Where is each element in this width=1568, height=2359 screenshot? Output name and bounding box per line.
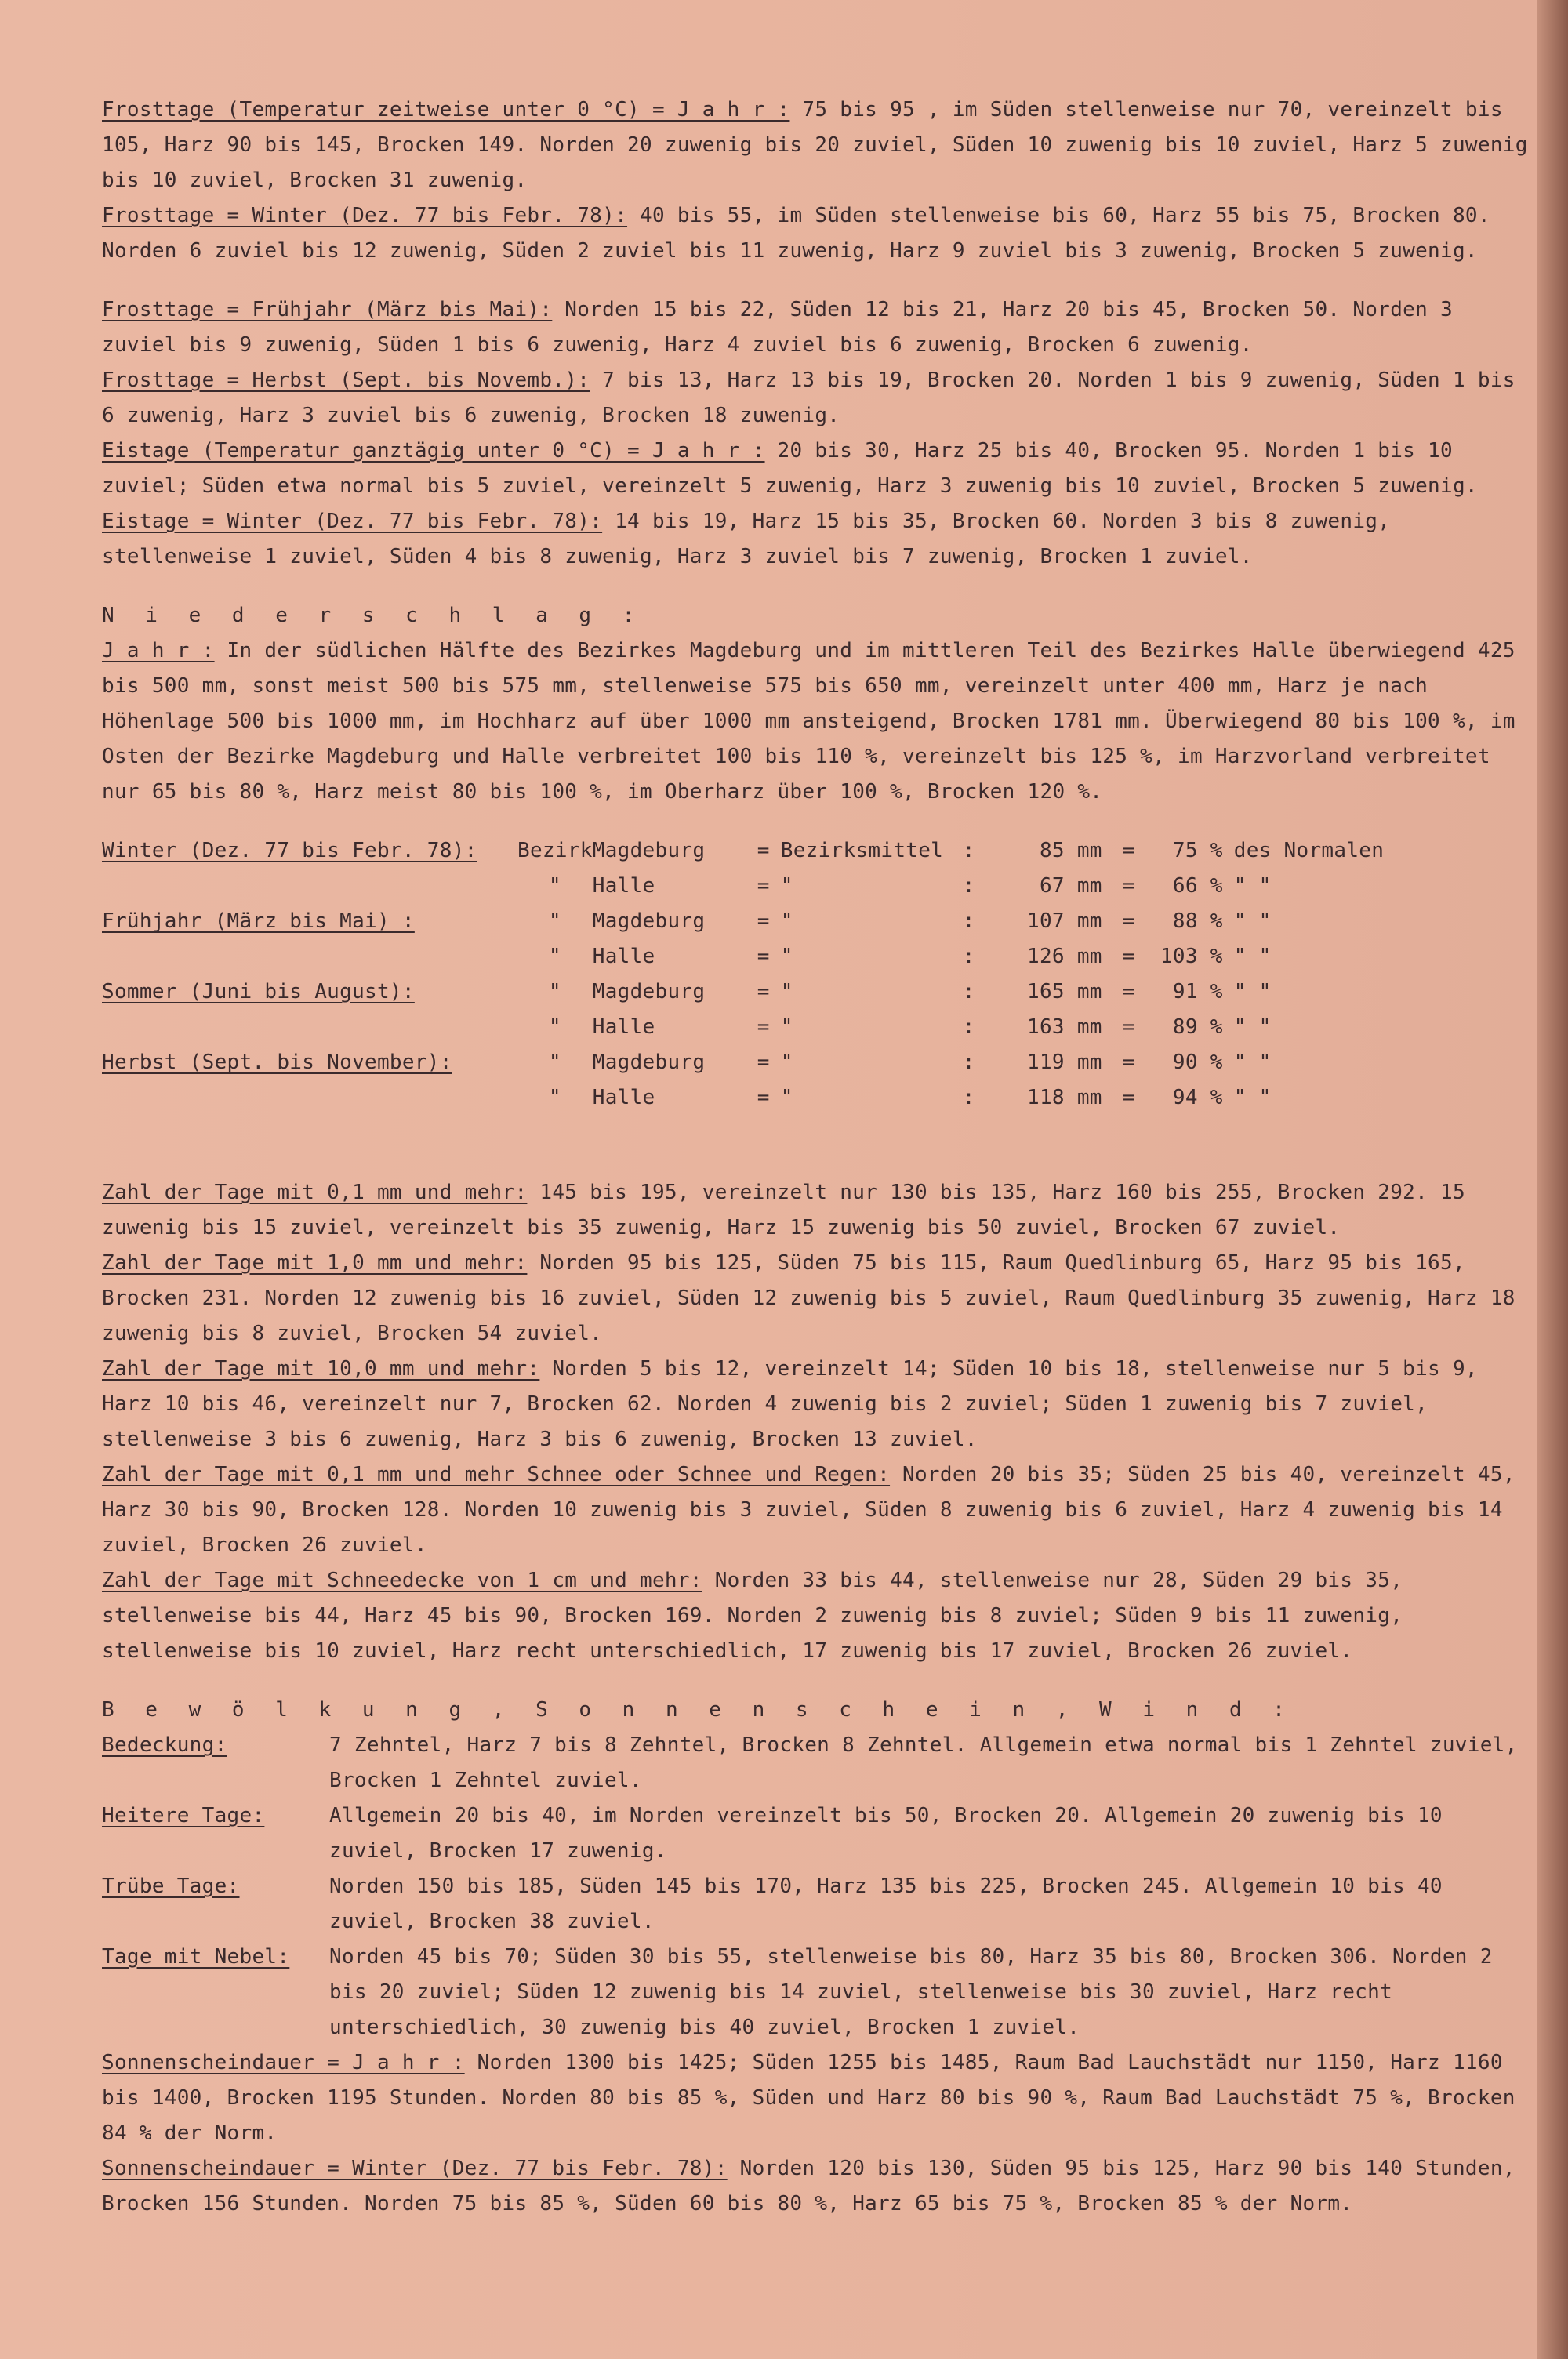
niederschlag-equals — [1113, 869, 1145, 904]
frost-fruehjahr — [102, 292, 1529, 363]
eis-jahr — [102, 434, 1529, 504]
niederschlag-row — [102, 1080, 1422, 1116]
niederschlag-season-text: Herbst (Sept. bis November): — [102, 1051, 452, 1074]
niederschlag-reference-text: " " — [1233, 1015, 1272, 1039]
niederschlag-bezirksmittel-text: " — [780, 1051, 793, 1074]
niederschlag-reference-text: " " — [1233, 945, 1272, 968]
niederschlag-reference — [1234, 1010, 1422, 1045]
niederschlag-reference — [1234, 833, 1422, 869]
document-body — [102, 93, 1529, 2222]
bewoelkung-value: Allgemein 20 bis 40, im Norden vereinzelt bis 50, Brocken 20. Allgemein 20 zuwenig bis 10 zuviel, Brocken 17 zuwenig. — [329, 1804, 1443, 1863]
niederschlag-bezirksmittel — [781, 869, 953, 904]
niederschlag-precip-mm — [985, 1010, 1113, 1045]
niederschlag-reference — [1234, 904, 1422, 939]
niederschlag-precip-percent — [1145, 869, 1234, 904]
niederschlag-season — [102, 1010, 517, 1045]
niederschlag-reference — [1234, 869, 1422, 904]
niederschlag-bezirk-text: " — [548, 945, 561, 968]
niederschlag-season-text: Sommer (Juni bis August): — [102, 980, 415, 1003]
bewoelkung-table — [102, 1728, 1529, 2045]
niederschlag-bezirk-name — [593, 1010, 746, 1045]
niederschlag-precip-mm — [985, 974, 1113, 1010]
tage-schneedecke-text: Norden 33 bis 44, stellenweise nur 28, Süden 29 bis 35, stellenweise bis 44, Harz 45 bis 90, Brocken 169. Norden 2 zuwenig bis 8 zuviel; Süden 9 bis 11 zuwenig, stellenweise bis 10 zuviel, Harz recht unterschiedlich, 17 zuwenig bis 17 zuviel, Brocken 26 zuviel. — [102, 1569, 1403, 1663]
niederschlag-row — [102, 1010, 1422, 1045]
niederschlag-bezirk — [517, 1080, 593, 1116]
niederschlag-precip-percent-text: 89 % — [1172, 1015, 1223, 1039]
niederschlag-bezirk — [517, 869, 593, 904]
niederschlag-table-body — [102, 833, 1422, 1116]
frost-winter-text: 40 bis 55, im Süden stellenweise bis 60, Harz 55 bis 75, Brocken 80. Norden 6 zuviel bis 12 zuwenig, Süden 2 zuviel bis 11 zuwenig, Harz 9 zuviel bis 3 zuwenig, Brocken 5 zuwenig. — [102, 204, 1490, 263]
sonne-winter — [102, 2151, 1529, 2222]
niederschlag-bezirk-text: " — [548, 1015, 561, 1039]
spacer — [102, 269, 1529, 292]
niederschlag-reference-text: " " — [1233, 1051, 1272, 1074]
bewoelkung-key-text: Bedeckung: — [102, 1733, 227, 1757]
niederschlag-bezirk-name-text: Magdeburg — [592, 839, 706, 862]
niederschlag-dash — [746, 904, 781, 939]
eis-winter-label: Eistage = Winter (Dez. 77 bis Febr. 78): — [102, 510, 603, 533]
sonne-winter-label: Sonnenscheindauer = Winter (Dez. 77 bis Febr. 78): — [102, 2157, 728, 2180]
niederschlag-season — [102, 833, 517, 869]
eis-jahr-label: Eistage (Temperatur ganztägig unter 0 °C) = J a h r : — [102, 439, 765, 463]
bewoelkung-heading: B e w ö l k u n g , S o n n e n s c h e i n , W i n d : — [102, 1698, 1294, 1722]
niederschlag-colon-text: : — [962, 909, 975, 933]
niederschlag-reference — [1234, 974, 1422, 1010]
niederschlag-colon — [953, 904, 985, 939]
niederschlag-dash — [746, 833, 781, 869]
niederschlag-precip-percent-text: 75 % — [1172, 839, 1223, 862]
niederschlag-bezirksmittel — [781, 833, 953, 869]
niederschlag-bezirk-name — [593, 1080, 746, 1116]
spacer — [102, 575, 1529, 598]
tage-01mm-text: 145 bis 195, vereinzelt nur 130 bis 135, Harz 160 bis 255, Brocken 292. 15 zuwenig bis 15 zuviel, vereinzelt bis 35 zuwenig, Harz 15 zuwenig bis 50 zuviel, Brocken 67 zuviel. — [102, 1181, 1465, 1239]
bewoelkung-row — [102, 1798, 1529, 1869]
niederschlag-bezirksmittel-text: " — [780, 874, 793, 898]
niederschlag-precip-mm-text: 126 mm — [1027, 945, 1102, 968]
tage-schnee-label: Zahl der Tage mit 0,1 mm und mehr Schnee oder Schnee und Regen: — [102, 1463, 891, 1486]
niederschlag-bezirk — [517, 974, 593, 1010]
niederschlag-row — [102, 939, 1422, 974]
bewoelkung-key — [102, 1798, 329, 1869]
niederschlag-colon-text: : — [962, 945, 975, 968]
niederschlag-colon — [953, 1045, 985, 1080]
niederschlag-bezirk-name-text: Halle — [592, 945, 655, 968]
niederschlag-season — [102, 1045, 517, 1080]
niederschlag-colon — [953, 1010, 985, 1045]
bewoelkung-value: Norden 150 bis 185, Süden 145 bis 170, Harz 135 bis 225, Brocken 245. Allgemein 10 bis 40 zuviel, Brocken 38 zuviel. — [329, 1874, 1443, 1933]
bewoelkung-row — [102, 1728, 1529, 1798]
niederschlag-jahr-label: J a h r : — [102, 639, 215, 662]
niederschlag-colon-text: : — [962, 874, 975, 898]
niederschlag-bezirksmittel — [781, 939, 953, 974]
niederschlag-row — [102, 904, 1422, 939]
niederschlag-precip-percent — [1145, 1080, 1234, 1116]
eis-jahr-text: 20 bis 30, Harz 25 bis 40, Brocken 95. Norden 1 bis 10 zuviel; Süden etwa normal bis 5 zuviel, vereinzelt 5 zuwenig, Harz 3 zuwenig bis 10 zuviel, Brocken 5 zuwenig. — [102, 439, 1478, 498]
niederschlag-season — [102, 939, 517, 974]
niederschlag-equals — [1113, 1080, 1145, 1116]
niederschlag-equals-text: = — [1122, 945, 1135, 968]
frost-jahr-label: Frosttage (Temperatur zeitweise unter 0 °C) = J a h r : — [102, 98, 790, 122]
niederschlag-equals-text: = — [1122, 1015, 1135, 1039]
niederschlag-precip-mm — [985, 869, 1113, 904]
niederschlag-equals — [1113, 974, 1145, 1010]
bewoelkung-value: Norden 45 bis 70; Süden 30 bis 55, stellenweise bis 80, Harz 35 bis 80, Brocken 306. Norden 2 bis 20 zuviel; Süden 12 zuwenig bis 14 zuviel, stellenweise bis 30 zuviel, Harz recht unterschiedlich, 30 zuwenig bis 40 zuviel, Brocken 1 zuviel. — [329, 1945, 1493, 2039]
niederschlag-bezirk-name — [593, 974, 746, 1010]
niederschlag-bezirk-text: " — [548, 1086, 561, 1109]
niederschlag-reference — [1234, 939, 1422, 974]
niederschlag-precip-mm-text: 119 mm — [1027, 1051, 1102, 1074]
niederschlag-bezirksmittel-text: " — [780, 1015, 793, 1039]
niederschlag-dash — [746, 1045, 781, 1080]
niederschlag-bezirk — [517, 939, 593, 974]
niederschlag-precip-mm — [985, 939, 1113, 974]
niederschlag-bezirksmittel-text: " — [780, 909, 793, 933]
niederschlag-bezirk-name — [593, 939, 746, 974]
niederschlag-row — [102, 1045, 1422, 1080]
niederschlag-dash-text: = — [757, 945, 770, 968]
niederschlag-precip-percent — [1145, 1010, 1234, 1045]
niederschlag-colon-text: : — [962, 1015, 975, 1039]
niederschlag-precip-mm-text: 85 mm — [1039, 839, 1102, 862]
niederschlag-bezirk — [517, 1010, 593, 1045]
niederschlag-equals — [1113, 833, 1145, 869]
niederschlag-precip-mm-text: 67 mm — [1039, 874, 1102, 898]
niederschlag-colon-text: : — [962, 1086, 975, 1109]
bewoelkung-key — [102, 1728, 329, 1798]
niederschlag-precip-mm-text: 118 mm — [1027, 1086, 1102, 1109]
niederschlag-bezirk-name-text: Halle — [592, 1015, 655, 1039]
niederschlag-reference — [1234, 1080, 1422, 1116]
frost-winter-label: Frosttage = Winter (Dez. 77 bis Febr. 78): — [102, 204, 628, 227]
niederschlag-precip-percent — [1145, 904, 1234, 939]
niederschlag-reference-text: " " — [1233, 909, 1272, 933]
niederschlag-bezirk-name — [593, 904, 746, 939]
niederschlag-precip-mm — [985, 1080, 1113, 1116]
niederschlag-colon — [953, 974, 985, 1010]
niederschlag-bezirksmittel — [781, 974, 953, 1010]
tage-10mm-label: Zahl der Tage mit 1,0 mm und mehr: — [102, 1251, 528, 1275]
bewoelkung-row — [102, 1940, 1529, 2045]
eis-winter-text: 14 bis 19, Harz 15 bis 35, Brocken 60. Norden 3 bis 8 zuwenig, stellenweise 1 zuviel, Süden 4 bis 8 zuwenig, Harz 3 zuviel bis 7 zuwenig, Brocken 1 zuviel. — [102, 510, 1391, 568]
niederschlag-equals-text: = — [1122, 909, 1135, 933]
niederschlag-bezirk — [517, 833, 593, 869]
niederschlag-bezirk-name-text: Halle — [592, 1086, 655, 1109]
niederschlag-dash — [746, 869, 781, 904]
niederschlag-bezirksmittel — [781, 1010, 953, 1045]
niederschlag-row — [102, 833, 1422, 869]
niederschlag-bezirksmittel-text: " — [780, 980, 793, 1003]
niederschlag-equals — [1113, 1045, 1145, 1080]
niederschlag-colon-text: : — [962, 1051, 975, 1074]
sonne-winter-text: Norden 120 bis 130, Süden 95 bis 125, Harz 90 bis 140 Stunden, Brocken 156 Stunden. Norden 75 bis 85 %, Süden 60 bis 80 %, Harz 65 bis 75 %, Brocken 85 % der Norm. — [102, 2157, 1515, 2216]
niederschlag-dash-text: = — [757, 1051, 770, 1074]
niederschlag-precip-mm-text: 163 mm — [1027, 1015, 1102, 1039]
niederschlag-equals-text: = — [1122, 874, 1135, 898]
niederschlag-season-text: Winter (Dez. 77 bis Febr. 78): — [102, 839, 477, 862]
niederschlag-bezirk-name — [593, 1045, 746, 1080]
niederschlag-dash-text: = — [757, 909, 770, 933]
niederschlag-bezirksmittel — [781, 1045, 953, 1080]
niederschlag-precip-mm — [985, 904, 1113, 939]
niederschlag-colon-text: : — [962, 980, 975, 1003]
tage-01mm — [102, 1175, 1529, 1246]
niederschlag-dash — [746, 939, 781, 974]
niederschlag-precip-percent — [1145, 974, 1234, 1010]
niederschlag-dash-text: = — [757, 839, 770, 862]
spacer — [102, 1669, 1529, 1693]
niederschlag-precip-percent-text: 103 % — [1160, 945, 1223, 968]
niederschlag-precip-percent — [1145, 833, 1234, 869]
bewoelkung-key-text: Heitere Tage: — [102, 1804, 265, 1827]
niederschlag-bezirk-name-text: Magdeburg — [592, 909, 706, 933]
spacer — [102, 1145, 1529, 1175]
niederschlag-colon — [953, 833, 985, 869]
niederschlag-dash-text: = — [757, 980, 770, 1003]
niederschlag-bezirksmittel-text: Bezirksmittel — [780, 839, 944, 862]
frost-jahr-text: 75 bis 95 , im Süden stellenweise nur 70, vereinzelt bis 105, Harz 90 bis 145, Brocken 149. Norden 20 zuwenig bis 20 zuviel, Süden 10 zuwenig bis 10 zuviel, Harz 5 zuwenig bis 10 zuviel, Brocken 31 zuwenig. — [102, 98, 1528, 192]
frost-herbst-text: 7 bis 13, Harz 13 bis 19, Brocken 20. Norden 1 bis 9 zuwenig, Süden 1 bis 6 zuwenig, Harz 3 zuviel bis 6 zuwenig, Brocken 18 zuwenig. — [102, 368, 1515, 427]
niederschlag-equals-text: = — [1122, 1051, 1135, 1074]
niederschlag-bezirk-name-text: Magdeburg — [592, 1051, 706, 1074]
niederschlag-bezirk-name — [593, 833, 746, 869]
niederschlag-bezirk — [517, 904, 593, 939]
niederschlag-precip-mm-text: 107 mm — [1027, 909, 1102, 933]
bewoelkung-key — [102, 1940, 329, 2045]
bewoelkung-key — [102, 1869, 329, 1940]
tage-10mm — [102, 1246, 1529, 1352]
frost-fruehjahr-label: Frosttage = Frühjahr (März bis Mai): — [102, 298, 553, 321]
spacer — [102, 810, 1529, 833]
tage-schnee — [102, 1457, 1529, 1563]
tage-schneedecke-label: Zahl der Tage mit Schneedecke von 1 cm und mehr: — [102, 1569, 702, 1592]
niederschlag-precip-percent-text: 90 % — [1172, 1051, 1223, 1074]
niederschlag-bezirksmittel-text: " — [780, 945, 793, 968]
niederschlag-table — [102, 833, 1422, 1116]
niederschlag-reference-text: " " — [1233, 1086, 1272, 1109]
niederschlag-bezirk-name-text: Halle — [592, 874, 655, 898]
sonne-jahr-text: Norden 1300 bis 1425; Süden 1255 bis 1485, Raum Bad Lauchstädt nur 1150, Harz 1160 bis 1400, Brocken 1195 Stunden. Norden 80 bis 85 %, Süden und Harz 80 bis 90 %, Raum Bad Lauchstädt 75 %, Brocken 84 % der Norm. — [102, 2051, 1515, 2145]
niederschlag-equals — [1113, 1010, 1145, 1045]
niederschlag-dash — [746, 1080, 781, 1116]
niederschlag-bezirksmittel — [781, 1080, 953, 1116]
niederschlag-equals — [1113, 939, 1145, 974]
niederschlag-precip-percent-text: 88 % — [1172, 909, 1223, 933]
niederschlag-bezirksmittel — [781, 904, 953, 939]
tage-10mm-text: Norden 95 bis 125, Süden 75 bis 115, Raum Quedlinburg 65, Harz 95 bis 165, Brocken 231. Norden 12 zuwenig bis 16 zuviel, Süden 12 zuwenig bis 5 zuviel, Raum Quedlinburg 35 zuwenig, Harz 18 zuwenig bis 8 zuviel, Brocken 54 zuviel. — [102, 1251, 1515, 1345]
niederschlag-heading: N i e d e r s c h l a g : — [102, 604, 644, 627]
frost-winter — [102, 198, 1529, 269]
frost-fruehjahr-text: Norden 15 bis 22, Süden 12 bis 21, Harz 20 bis 45, Brocken 50. Norden 3 zuviel bis 9 zuwenig, Süden 1 bis 6 zuwenig, Harz 4 zuviel bis 6 zuwenig, Brocken 6 zuwenig. — [102, 298, 1453, 357]
niederschlag-jahr-text: In der südlichen Hälfte des Bezirkes Magdeburg und im mittleren Teil des Bezirkes Halle überwiegend 425 bis 500 mm, sonst meist 500 bis 575 mm, stellenweise 575 bis 650 mm, vereinzelt unter 400 mm, Harz je nach Höhenlage 500 bis 1000 mm, im Hochharz auf über 1000 mm ansteigend, Brocken 1781 mm. Überwiegend 80 bis 100 %, im Osten der Bezirke Magdeburg und Halle verbreitet 100 bis 110 %, vereinzelt bis 125 %, im Harzvorland verbreitet nur 65 bis 80 %, Harz meist 80 bis 100 %, im Oberharz über 100 %, Brocken 120 %. — [102, 639, 1515, 804]
niederschlag-equals-text: = — [1122, 980, 1135, 1003]
niederschlag-bezirk-text: " — [548, 874, 561, 898]
niederschlag-dash-text: = — [757, 874, 770, 898]
niederschlag-row — [102, 869, 1422, 904]
bewoelkung-value: 7 Zehntel, Harz 7 bis 8 Zehntel, Brocken 8 Zehntel. Allgemein etwa normal bis 1 Zehntel zuviel, Brocken 1 Zehntel zuviel. — [329, 1733, 1518, 1792]
niederschlag-bezirk-name — [593, 869, 746, 904]
tage-schnee-text: Norden 20 bis 35; Süden 25 bis 40, vereinzelt 45, Harz 30 bis 90, Brocken 128. Norden 10 zuwenig bis 3 zuviel, Süden 8 zuwenig bis 6 zuviel, Harz 4 zuwenig bis 14 zuviel, Brocken 26 zuviel. — [102, 1463, 1515, 1557]
niederschlag-dash — [746, 1010, 781, 1045]
niederschlag-bezirk-text: Bezirk — [517, 839, 593, 862]
frost-herbst — [102, 363, 1529, 434]
niederschlag-bezirk-text: " — [548, 980, 561, 1003]
niederschlag-season — [102, 974, 517, 1010]
spacer — [102, 1116, 1529, 1145]
niederschlag-reference-text: " " — [1233, 874, 1272, 898]
niederschlag-equals-text: = — [1122, 839, 1135, 862]
tage-100mm-text: Norden 5 bis 12, vereinzelt 14; Süden 10 bis 18, stellenweise nur 5 bis 9, Harz 10 bis 46, vereinzelt nur 7, Brocken 62. Norden 4 zuwenig bis 2 zuviel; Süden 1 zuwenig bis 7 zuviel, stellenweise 3 bis 6 zuwenig, Harz 3 bis 6 zuwenig, Brocken 13 zuviel. — [102, 1357, 1478, 1451]
niederschlag-row — [102, 974, 1422, 1010]
page-edge — [1537, 0, 1568, 2359]
niederschlag-dash-text: = — [757, 1015, 770, 1039]
niederschlag-season — [102, 904, 517, 939]
niederschlag-precip-mm-text: 165 mm — [1027, 980, 1102, 1003]
bewoelkung-table-body — [102, 1728, 1529, 2045]
niederschlag-season — [102, 869, 517, 904]
bewoelkung-key-text: Trübe Tage: — [102, 1874, 240, 1898]
niederschlag-colon-text: : — [962, 839, 975, 862]
tage-01mm-label: Zahl der Tage mit 0,1 mm und mehr: — [102, 1181, 528, 1204]
niederschlag-colon — [953, 1080, 985, 1116]
frost-herbst-label: Frosttage = Herbst (Sept. bis Novemb.): — [102, 368, 590, 392]
niederschlag-dash — [746, 974, 781, 1010]
bewoelkung-key-text: Tage mit Nebel: — [102, 1945, 290, 1969]
niederschlag-precip-percent — [1145, 939, 1234, 974]
niederschlag-precip-percent-text: 94 % — [1172, 1086, 1223, 1109]
niederschlag-equals-text: = — [1122, 1086, 1135, 1109]
sonne-jahr — [102, 2045, 1529, 2151]
eis-winter — [102, 504, 1529, 575]
niederschlag-precip-percent — [1145, 1045, 1234, 1080]
niederschlag-jahr — [102, 633, 1529, 810]
niederschlag-colon — [953, 869, 985, 904]
niederschlag-precip-mm — [985, 833, 1113, 869]
tage-100mm-label: Zahl der Tage mit 10,0 mm und mehr: — [102, 1357, 540, 1381]
tage-100mm — [102, 1352, 1529, 1457]
bewoelkung-row — [102, 1869, 1529, 1940]
niederschlag-season-text: Frühjahr (März bis Mai) : — [102, 909, 415, 933]
niederschlag-reference-text: des Normalen — [1233, 839, 1385, 862]
niederschlag-bezirksmittel-text: " — [780, 1086, 793, 1109]
niederschlag-precip-percent-text: 66 % — [1172, 874, 1223, 898]
niederschlag-season — [102, 1080, 517, 1116]
niederschlag-precip-mm — [985, 1045, 1113, 1080]
niederschlag-reference-text: " " — [1233, 980, 1272, 1003]
niederschlag-bezirk-text: " — [548, 1051, 561, 1074]
niederschlag-precip-percent-text: 91 % — [1172, 980, 1223, 1003]
niederschlag-bezirk-text: " — [548, 909, 561, 933]
niederschlag-reference — [1234, 1045, 1422, 1080]
frost-jahr — [102, 93, 1529, 198]
niederschlag-equals — [1113, 904, 1145, 939]
niederschlag-bezirk — [517, 1045, 593, 1080]
niederschlag-dash-text: = — [757, 1086, 770, 1109]
niederschlag-bezirk-name-text: Magdeburg — [592, 980, 706, 1003]
sonne-jahr-label: Sonnenscheindauer = J a h r : — [102, 2051, 465, 2074]
niederschlag-colon — [953, 939, 985, 974]
tage-schneedecke — [102, 1563, 1529, 1669]
